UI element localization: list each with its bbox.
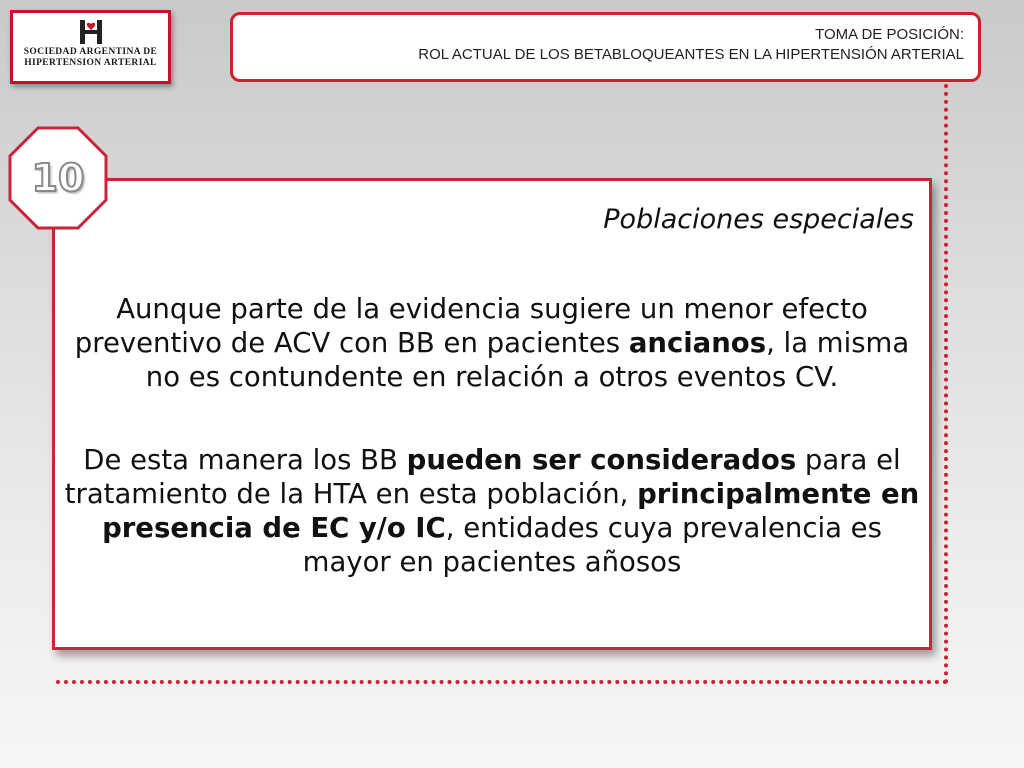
section-title: Poblaciones especiales [603,204,914,235]
paragraph-2-bold-b: principalmente en presencia de EC y/o IC [102,478,920,544]
paragraph-1-text-a: Aunque parte de la evidencia sugiere un menor efecto preventivo de ACV con BB en pacientes [74,293,868,359]
paragraph-1-bold-a: ancianos [628,327,767,359]
society-logo [10,10,171,84]
logo-text-line2: HIPERTENSION ARTERIAL [24,58,157,68]
content-box [52,178,932,650]
paragraph-2 [56,443,928,579]
header-subtitle: TOMA DE POSICIÓN: [815,26,964,43]
header-title: ROL ACTUAL DE LOS BETABLOQUEANTES EN LA HIPERTENSIÓN ARTERIAL [418,46,964,63]
logo-text-line1: SOCIEDAD ARGENTINA DE [23,47,158,57]
paragraph-1 [56,292,928,394]
header-title-box [230,12,981,82]
paragraph-2-text-c: , entidades cuya prevalencia es mayor en pacientes añosos [302,512,882,578]
dotted-connector-vertical [944,84,948,684]
dotted-connector-horizontal [56,680,948,684]
paragraph-2-text-a: De esta manera los BB [83,444,407,476]
slide-number: 10 [31,156,85,200]
paragraph-2-text-b: para el tratamiento de la HTA en esta población, [64,444,901,510]
paragraph-2-bold-a: pueden ser considerados [406,444,797,476]
paragraph-1-text-b: , la misma no es contundente en relación a otros eventos CV. [145,327,910,393]
society-emblem-icon [79,19,103,45]
